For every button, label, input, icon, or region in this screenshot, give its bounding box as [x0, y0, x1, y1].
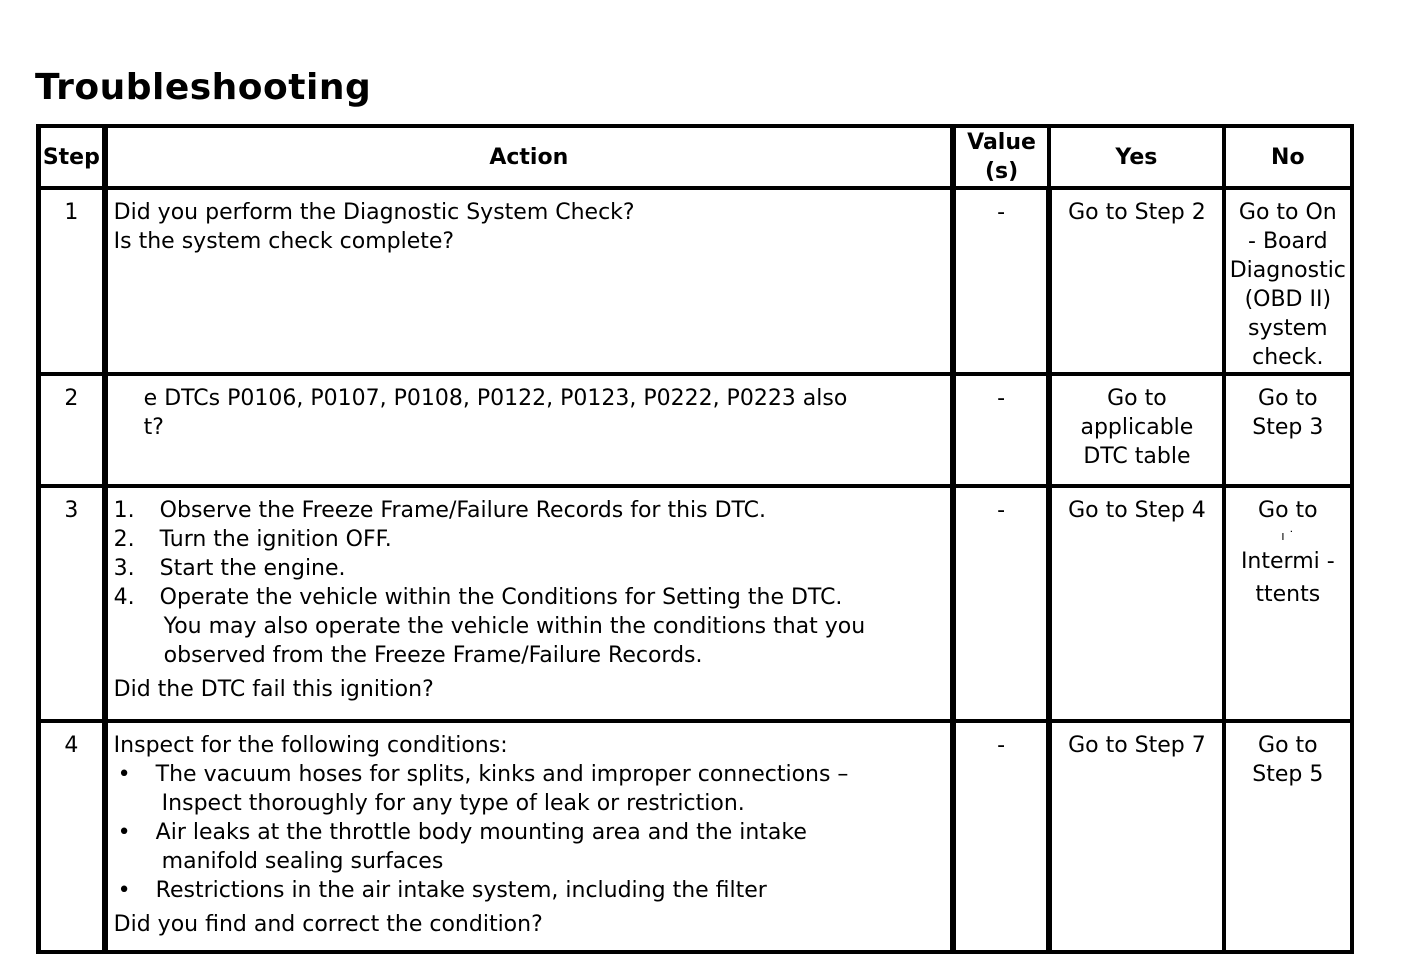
bullet-marker: •	[117, 762, 131, 787]
yes-cell: Go to Step 2	[1049, 188, 1223, 374]
header-value	[953, 126, 1049, 188]
yes-line: DTC table	[1083, 444, 1191, 469]
list-item-text: Turn the ignition OFF.	[159, 527, 392, 552]
list-item	[114, 818, 944, 876]
action-question: Did the DTC fail this ignition?	[113, 677, 434, 702]
bullet-marker: •	[117, 878, 131, 903]
step-number: 1	[39, 188, 105, 374]
no-cell	[1224, 486, 1352, 721]
bullet-list	[114, 760, 944, 905]
list-item-text: Observe the Freeze Frame/Failure Records for this DTC.	[159, 498, 767, 523]
list-item-continuation: observed from the Freeze Frame/Failure Records.	[163, 643, 703, 668]
action-cell	[105, 486, 953, 721]
no-line: ttents	[1255, 582, 1321, 607]
value-cell: -	[953, 721, 1049, 952]
no-line: Go to On	[1238, 200, 1337, 225]
yes-cell: Go to Step 7	[1049, 721, 1223, 952]
no-line: Diagnostic	[1229, 258, 1346, 283]
header-value-line2: (s)	[984, 159, 1019, 184]
no-line: - Board	[1248, 229, 1328, 254]
table-row	[39, 486, 1353, 721]
step-number: 4	[39, 721, 105, 952]
list-item-continuation: Inspect thoroughly for any type of leak or restriction.	[161, 791, 745, 816]
yes-line: applicable	[1080, 415, 1194, 440]
troubleshooting-table	[36, 124, 1354, 954]
no-line: Go to	[1258, 733, 1318, 758]
numbered-list	[114, 496, 944, 670]
list-item	[114, 496, 944, 525]
header-action: Action	[105, 126, 953, 188]
list-item	[114, 583, 944, 670]
no-line: ı ˙	[1281, 529, 1295, 543]
no-line: Go to	[1258, 498, 1318, 523]
yes-cell: Go to Step 4	[1049, 486, 1223, 721]
header-yes: Yes	[1049, 126, 1223, 188]
no-line: Intermi -	[1240, 549, 1335, 574]
list-item	[114, 876, 944, 905]
value-cell: -	[953, 188, 1049, 374]
no-line: Go to	[1258, 386, 1318, 411]
list-number: 4.	[113, 585, 135, 610]
yes-line: Go to	[1107, 386, 1167, 411]
list-number: 3.	[113, 556, 135, 581]
action-line: Did you perform the Diagnostic System Check?	[113, 200, 635, 225]
table-row	[39, 374, 1353, 486]
action-question: Did you find and correct the condition?	[113, 912, 543, 937]
table-row	[39, 188, 1353, 374]
action-line: e DTCs P0106, P0107, P0108, P0122, P0123, P0222, P0223 also	[143, 386, 848, 411]
list-item-text: Start the engine.	[159, 556, 346, 581]
header-no: No	[1224, 126, 1352, 188]
header-step: Step	[39, 126, 105, 188]
list-item	[114, 760, 944, 818]
no-line: check.	[1252, 345, 1324, 370]
step-number: 2	[39, 374, 105, 486]
header-row	[39, 126, 1353, 188]
no-line: Step 3	[1252, 415, 1324, 440]
list-item-text: Restrictions in the air intake system, including the filter	[155, 878, 767, 903]
action-line: t?	[143, 415, 164, 440]
yes-cell	[1049, 374, 1223, 486]
list-item-text: Operate the vehicle within the Conditions for Setting the DTC.	[159, 585, 843, 610]
no-cell	[1224, 721, 1352, 952]
action-line: Is the system check complete?	[113, 229, 455, 254]
action-cell	[105, 374, 953, 486]
bullet-marker: •	[117, 820, 131, 845]
list-item-continuation: You may also operate the vehicle within the conditions that you	[163, 614, 866, 639]
list-item-continuation: manifold sealing surfaces	[161, 849, 444, 874]
value-cell: -	[953, 486, 1049, 721]
list-number: 2.	[113, 527, 135, 552]
list-item	[114, 554, 944, 583]
no-line: Step 5	[1252, 762, 1324, 787]
no-cell	[1224, 374, 1352, 486]
action-cell	[105, 721, 953, 952]
action-cell	[105, 188, 953, 374]
list-item-text: The vacuum hoses for splits, kinks and improper connections –	[155, 762, 849, 787]
no-line: (OBD II)	[1244, 287, 1332, 312]
list-number: 1.	[113, 498, 135, 523]
step-number: 3	[39, 486, 105, 721]
value-cell: -	[953, 374, 1049, 486]
no-cell	[1224, 188, 1352, 374]
action-intro: Inspect for the following conditions:	[113, 733, 508, 758]
list-item-text: Air leaks at the throttle body mounting area and the intake	[155, 820, 807, 845]
table-row	[39, 721, 1353, 952]
page-title: Troubleshooting	[35, 67, 372, 108]
header-value-line1: Value	[967, 130, 1036, 155]
no-line: system	[1248, 316, 1328, 341]
list-item	[114, 525, 944, 554]
